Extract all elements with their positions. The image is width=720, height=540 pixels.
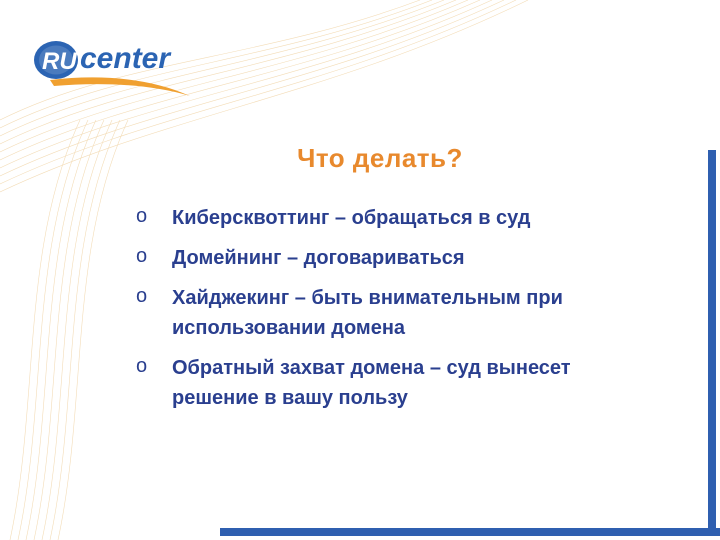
slide-title: Что делать?: [297, 143, 463, 173]
bullet-marker-icon: o: [136, 245, 148, 267]
decorative-frame-right: [708, 150, 716, 536]
bullet-marker-icon: o: [136, 205, 148, 227]
bullet-marker-icon: o: [136, 285, 148, 307]
list-item: [134, 203, 654, 233]
decorative-frame-bottom: [220, 528, 720, 536]
logo-text-ru: RU: [42, 48, 77, 75]
logo-text-center: center: [80, 42, 171, 75]
bullet-text: Хайджекинг – быть внимательным при использовании домена: [172, 287, 563, 339]
list-item: [134, 283, 654, 343]
bullet-text: Домейнинг – договариваться: [172, 247, 465, 269]
rucenter-logo: [30, 30, 200, 100]
bullet-marker-icon: o: [136, 355, 148, 377]
bullet-text: Обратный захват домена – суд вынесет решение в вашу пользу: [172, 357, 571, 409]
bullet-text: Киберсквоттинг – обращаться в суд: [172, 207, 531, 229]
bullet-list: [134, 203, 654, 423]
list-item: [134, 353, 654, 413]
list-item: [134, 243, 654, 273]
